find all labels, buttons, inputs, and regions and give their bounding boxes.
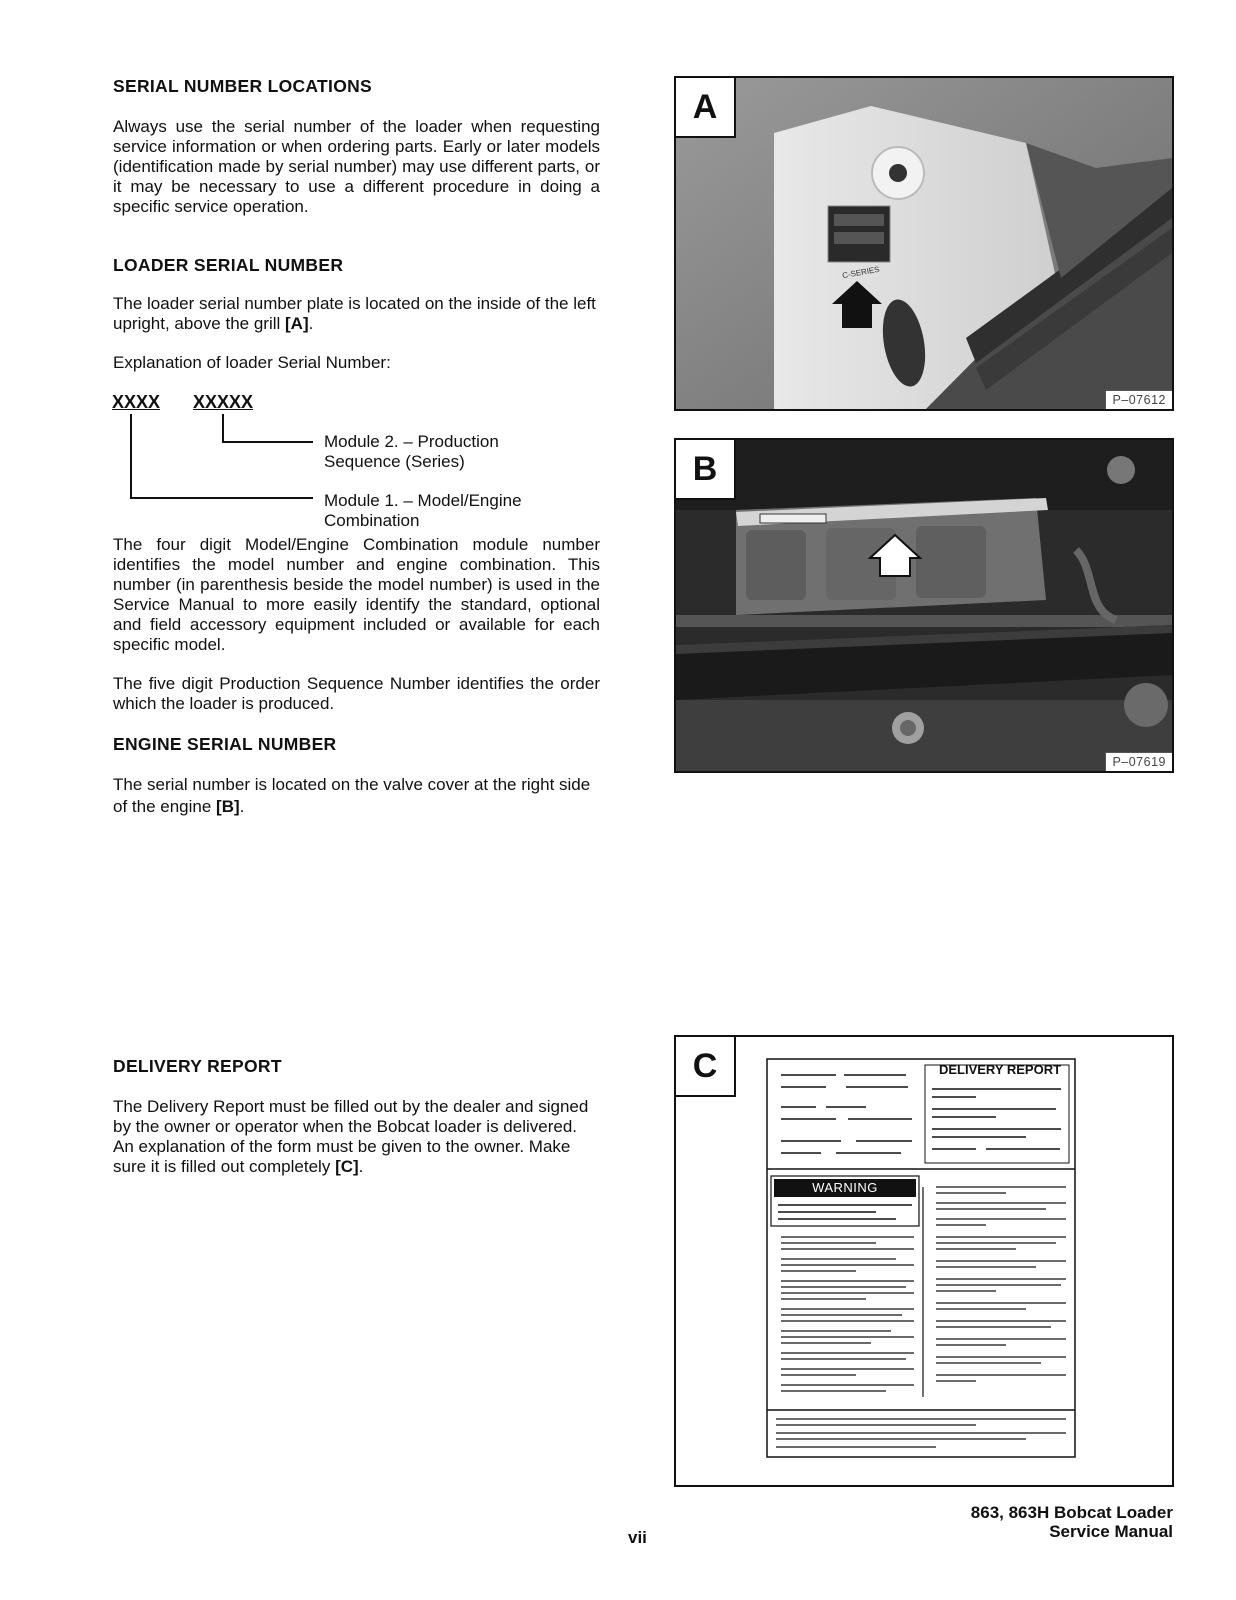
figure-ref-b: [B] <box>216 797 240 816</box>
manual-title: 863, 863H Bobcat Loader Service Manual <box>970 1503 1173 1541</box>
figure-c-letter: C <box>676 1037 736 1097</box>
engine-serial-text: The serial number is located on the valve cover at the right side of the engine [B]. <box>113 775 591 816</box>
serial-explanation: Explanation of loader Serial Number: <box>113 353 391 372</box>
delivery-report-text: The Delivery Report must be filled out by the dealer and signed by the owner or operator when the Bobcat loader is delivered. An explanation of the form must be given to the owner. Make sure it is filled out completely [C]. <box>113 1097 589 1176</box>
delivery-report-heading: DELIVERY REPORT <box>113 1056 282 1076</box>
serial-code-module-2: XXXXX <box>193 392 254 412</box>
figure-b-photo <box>674 438 1174 773</box>
serial-code-module-1: XXXX <box>112 392 161 412</box>
serial-leader-lines <box>110 412 330 502</box>
module-1-label: Module 1. – Model/Engine Combination <box>324 491 522 530</box>
figure-c-delivery-form <box>674 1035 1174 1487</box>
form-title: DELIVERY REPORT <box>938 1062 1062 1077</box>
warning-label: WARNING <box>774 1179 916 1197</box>
delivery-form-illustration <box>676 1037 1172 1485</box>
module-2-label: Module 2. – Production Sequence (Series) <box>324 432 499 471</box>
figure-a-code: P–07612 <box>1105 390 1172 409</box>
figure-b-code: P–07619 <box>1105 752 1172 771</box>
five-digit-explanation: The five digit Production Sequence Number identifies the order which the loader is produced. <box>113 674 600 713</box>
loader-serial-heading: LOADER SERIAL NUMBER <box>113 255 344 275</box>
serial-locations-heading: SERIAL NUMBER LOCATIONS <box>113 76 373 96</box>
four-digit-explanation: The four digit Model/Engine Combination module number identifies the model number and engine combination. This number (in parenthesis beside the model number) is used in the Service Manual to more easily identify the standard, optional and field accessory equipment included or available for each specific model. <box>113 535 600 654</box>
loader-upright-image <box>676 78 1172 409</box>
plate-series-text: C-SERIES <box>841 264 881 281</box>
figure-ref-c: [C] <box>335 1157 359 1176</box>
figure-a-letter: A <box>676 78 736 138</box>
figure-a-photo <box>674 76 1174 411</box>
loader-serial-location: The loader serial number plate is located on the inside of the left upright, above the grill [A]. <box>113 294 596 333</box>
engine-serial-heading: ENGINE SERIAL NUMBER <box>113 734 337 754</box>
serial-locations-intro: Always use the serial number of the loader when requesting service information or when ordering parts. Early or later models (identification made by serial number) may use different parts, or it may be necessary to use a different procedure in doing a specific service operation. <box>113 117 600 216</box>
figure-ref-a: [A] <box>285 314 309 333</box>
figure-b-letter: B <box>676 440 736 500</box>
page-number: vii <box>628 1528 647 1547</box>
engine-valve-cover-image <box>676 440 1172 771</box>
